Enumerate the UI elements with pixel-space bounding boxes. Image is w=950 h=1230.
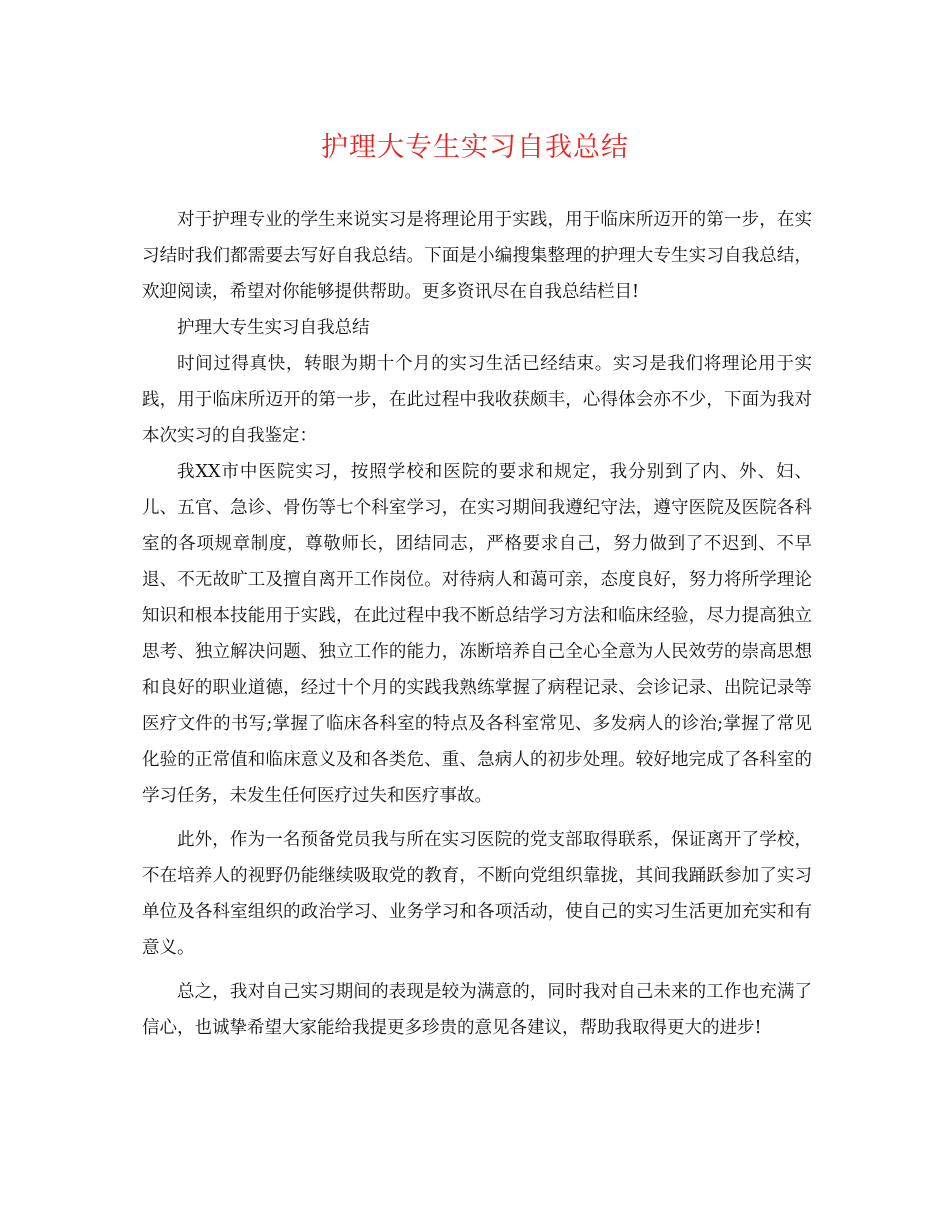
- body-paragraph: 时间过得真快，转眼为期十个月的实习生活已经结束。实习是我们将理论用于实践，用于临床所迈开的第一步，在此过程中我收获颇丰，心得体会亦不少，下面为我对本次实习的自我鉴定：: [142, 354, 812, 446]
- intro-paragraph: 对于护理专业的学生来说实习是将理论用于实践，用于临床所迈开的第一步，在实习结时我们都需要去写好自我总结。下面是小编搜集整理的护理大专生实习自我总结，欢迎阅读，希望对你能够提供帮助。更多资讯尽在自我总结栏目!: [142, 210, 812, 302]
- section-heading: 护理大专生实习自我总结: [177, 318, 370, 338]
- body-paragraph: 我XX市中医院实习，按照学校和医院的要求和规定，我分别到了内、外、妇、儿、五官、急诊、骨伤等七个科室学习，在实习期间我遵纪守法，遵守医院及医院各科室的各项规章制度，尊敬师长，团结同志，严格要求自己，努力做到了不迟到、不早退、不无故旷工及擅自离开工作岗位。对待病人和蔼可亲，态度良好，努力将所学理论知识和根本技能用于实践，在此过程中我不断总结学习方法和临床经验，尽力提高独立思考、独立解决问题、独立工作的能力，冻断培养自己全心全意为人民效劳的崇高思想和良好的职业道德，经过十个月的实践我熟练掌握了病程记录、会诊记录、出院记录等医疗文件的书写;掌握了临床各科室的特点及各科室常见、多发病人的诊治;掌握了常见化验的正常值和临床意义及和各类危、重、急病人的初步处理。较好地完成了各科室的学习任务，未发生任何医疗过失和医疗事故。: [142, 462, 812, 806]
- body-paragraph: 此外，作为一名预备党员我与所在实习医院的党支部取得联系，保证离开了学校，不在培养人的视野仍能继续吸取党的教育，不断向党组织靠拢，其间我踊跃参加了实习单位及各科室组织的政治学习、业务学习和各项活动，使自己的实习生活更加充实和有意义。: [142, 830, 812, 958]
- document-title: 护理大专生实习自我总结: [321, 132, 629, 163]
- closing-paragraph: 总之，我对自己实习期间的表现是较为满意的，同时我对自己未来的工作也充满了信心，也诚挚希望大家能给我提更多珍贵的意见各建议，帮助我取得更大的进步!: [142, 982, 812, 1038]
- document-body: [142, 202, 812, 1046]
